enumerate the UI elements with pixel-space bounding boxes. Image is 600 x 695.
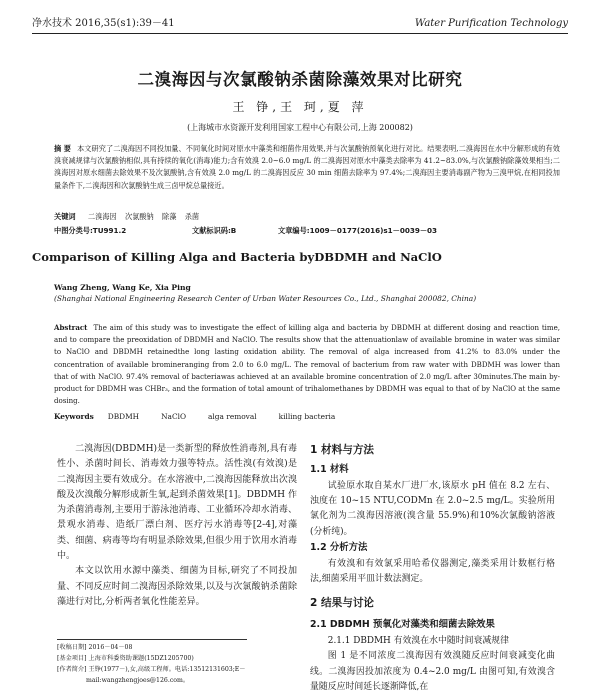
journal-citation: 净水技术 2016,35(s1):39－41 [32,18,175,29]
paragraph: 试验原水取自某水厂进厂水,该原水 pH 值在 8.2 左右、浊度在 10~15 NTU,CODMn 在 2.0~2.5 mg/L。实验所用氯化剂为二溴海因溶液(溴含量 55.9%)和10%次氯酸钠溶液(分析纯)。 [310,481,555,537]
keyword-cn: 次氯酸钠 [124,212,154,221]
keywords-cn [54,211,560,222]
abstract-en-label: Abstract [54,323,88,332]
abstract-en-text: The aim of this study was to investigate the effect of killing alga and bacteria by DBDMH at different dosing and reaction time, and to compare the preoxidation of DBDMH and NaClO. The results show that the attenuationlaw of available bromine in water was similar to NaClO and DBDMH retainedthe long lasting oxidation ability. The removal of alga increased from 41.2% to 83.0% under the concentration of available bromineranging from 2.0 to 6.0 mg/L. The removal of bacterium from raw water with DBDMH was lower than that of with NaClO. 97.4% removal of bacteriawas achieved at an available bromine concentration of 2.0 mg/L after 30minutes.The main by-product for DBDMH was CHBr₃, and the formation of total amount of trihalomethanes by DBDMH was equal to that of by NaClO at the same dosing. [54,323,560,406]
subsection-heading: 1.1 材料 [310,464,349,475]
keyword-en: DBDMH [107,412,140,421]
keyword-cn: 杀菌 [184,212,200,221]
subsection-heading: 1.2 分析方法 [310,541,368,553]
section-heading: 1 材料与方法 [310,444,375,456]
affiliation-cn: (上海城市水资源开发利用国家工程中心有限公司,上海 200082) [187,123,413,132]
document-code: 文献标识码:B [192,226,237,235]
footnote-email: mail:wangzhengjoes@126.com。 [86,677,190,684]
keyword-en: alga removal [208,412,257,421]
authors-cn: 王 铮,王 珂,夏 萍 [232,100,368,114]
paragraph: 2.1.1 DBDMH 有效溴在水中随时间衰减规律 [327,636,509,647]
keywords-en [54,412,357,421]
journal-name: Water Purification Technology [414,18,568,29]
abstract-cn-label: 摘 要 [54,144,72,153]
keyword-en: NaClO [161,412,187,421]
keyword-en: killing bacteria [278,412,336,421]
keyword-cn: 除藻 [162,212,177,221]
clc-number: 中图分类号:TU991.2 [54,226,127,235]
intro-paragraph: 本文以饮用水源中藻类、细菌为目标,研究了不同投加量、不同反应时间二溴海因杀除效果,以及与次氯酸钠杀菌除藻进行对比,分析两者氧化性能差异。 [57,566,297,607]
authors-en: Wang Zheng, Wang Ke, Xia Ping [54,283,191,292]
article-number: 文章编号:1009－0177(2016)s1－0039－03 [278,226,438,235]
title-en: Comparison of Killing Alga and Bacteria byDBDMH and NaClO [32,250,442,264]
intro-paragraph: 二溴海因(DBDMH)是一类新型的释放性消毒剂,具有毒性小、杀菌时间长、消毒效力强等特点。活性溴(有效溴)是二溴海因主要有效成分。在水溶液中,二溴海因能释放出次溴酸及次溴酸分解形成新生氧,起到杀菌效果[1]。DBDMH 作为杀菌消毒剂,主要用于游泳池消毒、工业循环冷却水消毒、景观水消毒、造纸厂漂白剂、医疗污水消毒等[2-4],对藻类、细菌、病毒等均有明显杀除效果,但很少用于饮用水消毒中。 [57,444,297,562]
header-rule [32,33,568,34]
keywords-en-label: Keywords [54,412,94,421]
title-cn: 二溴海因与次氯酸钠杀菌除藻效果对比研究 [137,70,463,89]
paragraph: 有效溴和有效氯采用哈希仪器测定,藻类采用计数框行格法,细菌采用平皿计数法测定。 [310,558,555,585]
footnote-rule [57,639,247,640]
right-column [310,443,555,695]
left-column [57,442,297,610]
paragraph: 图 1 是不同浓度二溴海因有效溴随反应时间衰减变化曲线。二溴海因投加浓度为 0.4~2.0 mg/L 由图可知,有效溴含量随反应时间延长逐渐降低,在 [310,651,555,692]
footnote-funding: [基金项目] 上海市科委资助课题(15DZ1205700) [57,655,194,662]
keywords-cn-label: 关键词 [54,212,76,221]
abstract-en [54,322,560,407]
abstract-cn [54,143,560,192]
affiliation-en: (Shanghai National Engineering Research Center of Urban Water Resources Co., Ltd., Shanghai 200082, China) [54,294,477,303]
section-heading: 2 结果与讨论 [310,597,375,610]
subsection-heading: 2.1 DBDMH 预氧化对藻类和细菌去除效果 [310,619,495,631]
footnote-author: [作者简介] 王铮(1977－),女,高级工程师。电话:13512131603;E－ [57,666,246,673]
abstract-cn-text: 本文研究了二溴海因不同投加量、不同氧化时间对原水中藻类和细菌作用效果,并与次氯酸钠预氧化进行对比。结果表明,二溴海因在水中分解形成的有效溴衰减规律与次氯酸钠相似,具有持续的氧化(消毒)能力;含有效溴 2.0~6.0 mg/L 的二溴海因对原水中藻类去除率为 41.2~83.0%,与次氯酸钠除藻效果相当;二溴海因对原水细菌去除效果不及次氯酸钠,含有效溴 2.0 mg/L 的二溴海因反应 30 min 细菌去除率为 97.4%;二溴海因主要消毒副产物为三溴甲烷,在相同投加量条件下,二溴海因和次氯酸钠生成三卤甲烷总量接近。 [54,144,560,190]
keyword-cn: 二溴海因 [87,212,117,221]
classification-cn [54,225,560,236]
footnote-received: [收稿日期] 2016－04－08 [57,644,133,651]
